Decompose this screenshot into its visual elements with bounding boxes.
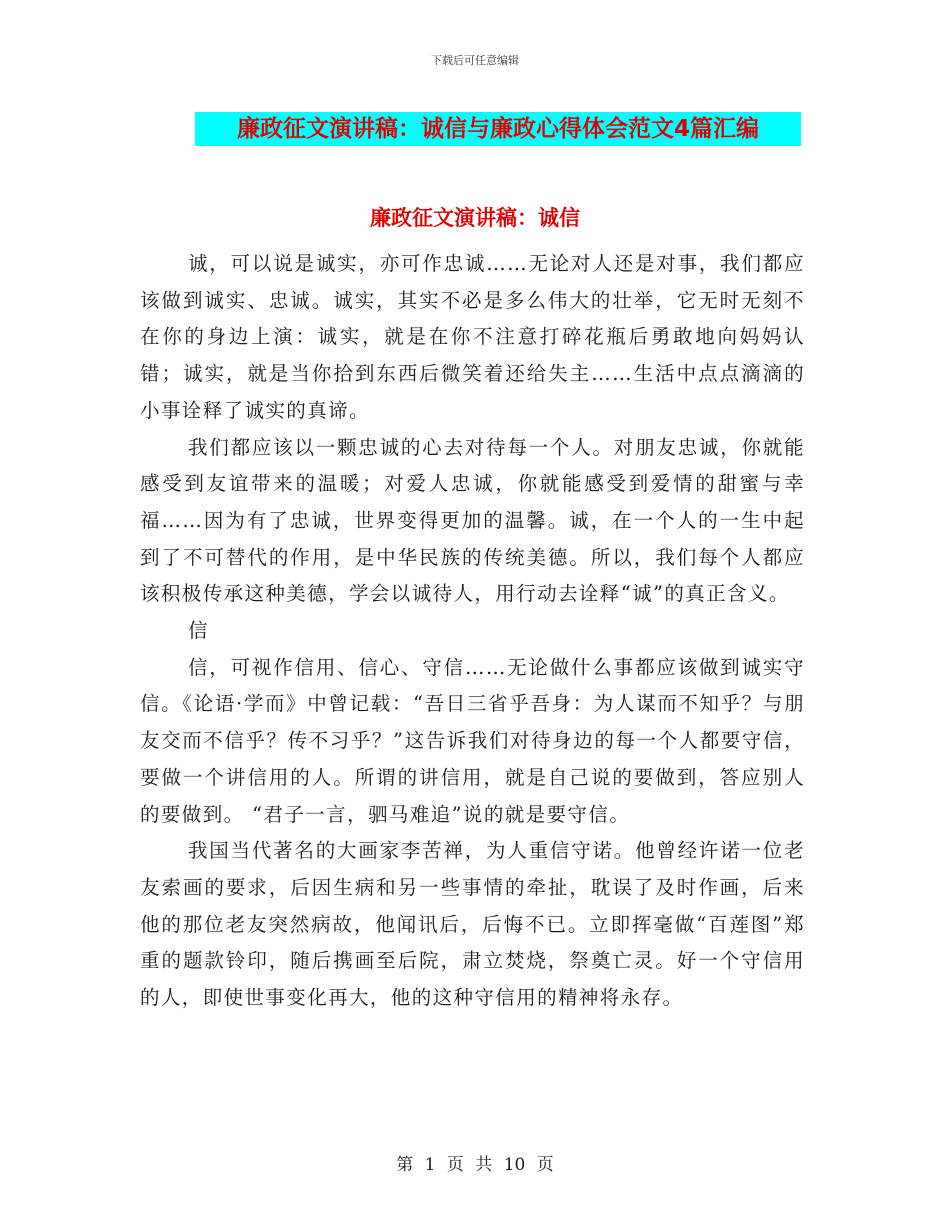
main-title: 廉政征文演讲稿：诚信与廉政心得体会范文4篇汇编	[236, 116, 759, 142]
paragraph-2: 我们都应该以一颗忠诚的心去对待每一个人。对朋友忠诚，你就能感受到友谊带来的温暖；对爱人忠诚，你就能感受到爱情的甜蜜与幸福……因为有了忠诚，世界变得更加的温馨。诚，在一个人的一生中起到了不可替代的作用，是中华民族的传统美德。所以，我们每个人都应该积极传承这种美德，学会以诚待人，用行动去诠释“诚”的真正含义。	[140, 435, 805, 606]
page-header-note: 下载后可任意编辑	[431, 54, 519, 67]
paragraph-3: 信	[188, 619, 209, 643]
paragraph-4: 信，可视作信用、信心、守信……无论做什么事都应该做到诚实守信。《论语·学而》中曾记载：“吾日三省乎吾身：为人谋而不知乎？与朋友交而不信乎？传不习乎？”这告诉我们对待身边的每一个人都要守信，要做一个讲信用的人。所谓的讲信用，就是自己说的要做到，答应别人的要做到。 “君子一言，驷马难追”说的就是要守信。	[140, 655, 805, 826]
section-title: 廉政征文演讲稿：诚信	[370, 206, 580, 230]
main-title-highlight	[195, 112, 801, 146]
document-body	[140, 246, 805, 1017]
paragraph-1: 诚，可以说是诚实，亦可作忠诚……无论对人还是对事，我们都应该做到诚实、忠诚。诚实，其实不必是多么伟大的壮举，它无时无刻不在你的身边上演：诚实，就是在你不注意打碎花瓶后勇敢地向妈妈认错；诚实，就是当你拾到东西后微笑着还给失主……生活中点点滴滴的小事诠释了诚实的真谛。	[140, 252, 805, 422]
paragraph-5: 我国当代著名的大画家李苦禅，为人重信守诺。他曾经许诺一位老友索画的要求，后因生病和另一些事情的牵扯，耽误了及时作画，后来他的那位老友突然病故，他闻讯后，后悔不已。立即挥毫做“百莲图”郑重的题款铃印，随后携画至后院，肃立焚烧，祭奠亡灵。好一个守信用的人，即使世事变化再大，他的这种守信用的精神将永存。	[140, 839, 805, 1010]
page-footer: 第 1 页 共 10 页	[396, 1155, 554, 1175]
